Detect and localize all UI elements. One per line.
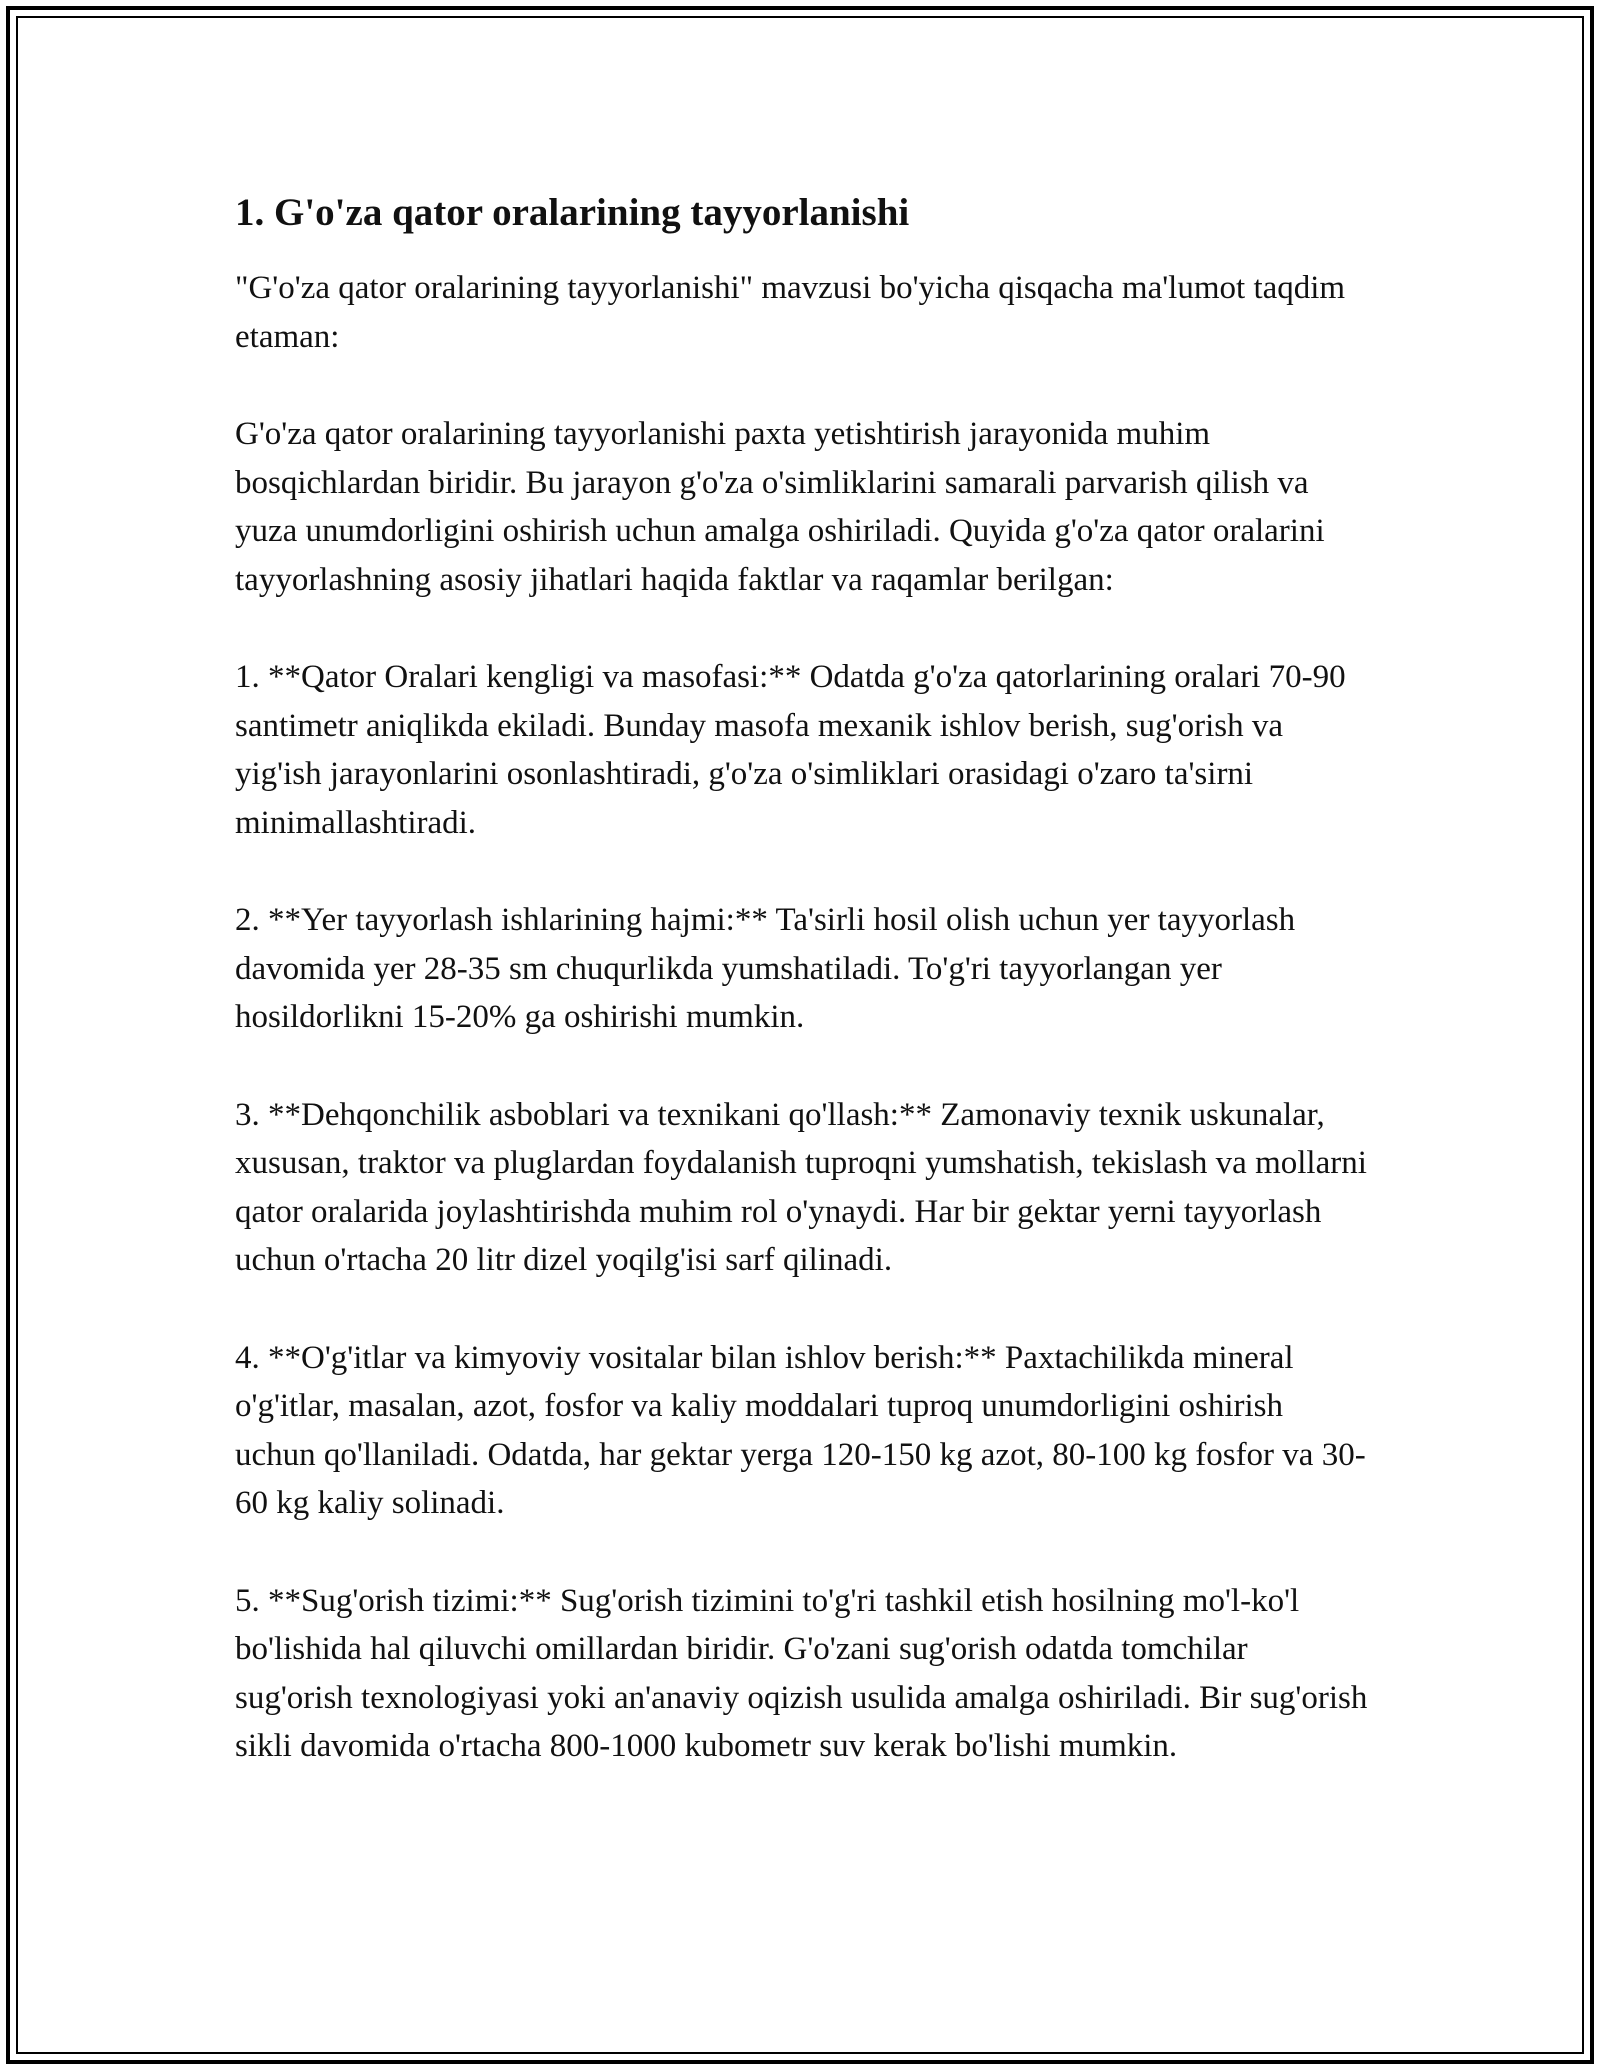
point-2-paragraph: 2. **Yer tayyorlash ishlarining hajmi:** Ta'sirli hosil olish uchun yer tayyorlash davomida yer 28-35 sm chuqurlikda yumshatiladi. To'g'ri tayyorlangan yer hosildorlikni 15-20% ga oshirishi mumkin. xyxy=(235,902,1296,1035)
point-4-paragraph: 4. **O'g'itlar va kimyoviy vositalar bilan ishlov berish:** Paxtachilikda mineral o'g'itlar, masalan, azot, fosfor va kaliy moddalari tuproq unumdorligini oshirish uchun qo'llaniladi. Odatda, har gektar yerga 120-150 kg azot, 80-100 kg fosfor va 30-60 kg kaliy solinadi. xyxy=(235,1339,1366,1521)
intro-paragraph: "G'o'za qator oralarining tayyorlanishi" mavzusi bo'yicha qisqacha ma'lumot taqdim etaman: xyxy=(235,270,1346,355)
point-3-paragraph: 3. **Dehqonchilik asboblari va texnikani qo'llash:** Zamonaviy texnik uskunalar, xususan, traktor va pluglardan foydalanish tuproqni yumshatish, tekislash va mollarni qator oralarida joylashtirishda muhim rol o'ynaydi. Har bir gektar yerni tayyorlash uchun o'rtacha 20 litr dizel yoqilg'isi sarf qilinadi. xyxy=(235,1096,1367,1278)
overview-paragraph: G'o'za qator oralarining tayyorlanishi paxta yetishtirish jarayonida muhim bosqichlardan biridir. Bu jarayon g'o'za o'simliklarini samarali parvarish qilish va yuza unumdorligini oshirish uchun amalga oshiriladi. Quyida g'o'za qator oralarini tayyorlashning asosiy jihatlari haqida faktlar va raqamlar berilgan: xyxy=(235,416,1325,598)
point-1-paragraph: 1. **Qator Oralari kengligi va masofasi:** Odatda g'o'za qatorlarining oralari 70-90 santimetr aniqlikda ekiladi. Bunday masofa mexanik ishlov berish, sug'orish va yig'ish jarayonlarini osonlashtiradi, g'o'za o'simliklari orasidagi o'zaro ta'sirni minimallashtiradi. xyxy=(235,659,1346,841)
point-5-paragraph: 5. **Sug'orish tizimi:** Sug'orish tizimini to'g'ri tashkil etish hosilning mo'l-ko'l bo'lishida hal qiluvchi omillardan biridir. G'o'zani sug'orish odatda tomchilar sug'orish texnologiyasi yoki an'anaviy oqizish usulida amalga oshiriladi. Bir sug'orish sikli davomida o'rtacha 800-1000 kubometr suv kerak bo'lishi mumkin. xyxy=(235,1582,1368,1764)
document-body xyxy=(235,182,1370,1820)
document-title: 1. G'o'za qator oralarining tayyorlanishi xyxy=(235,191,910,234)
